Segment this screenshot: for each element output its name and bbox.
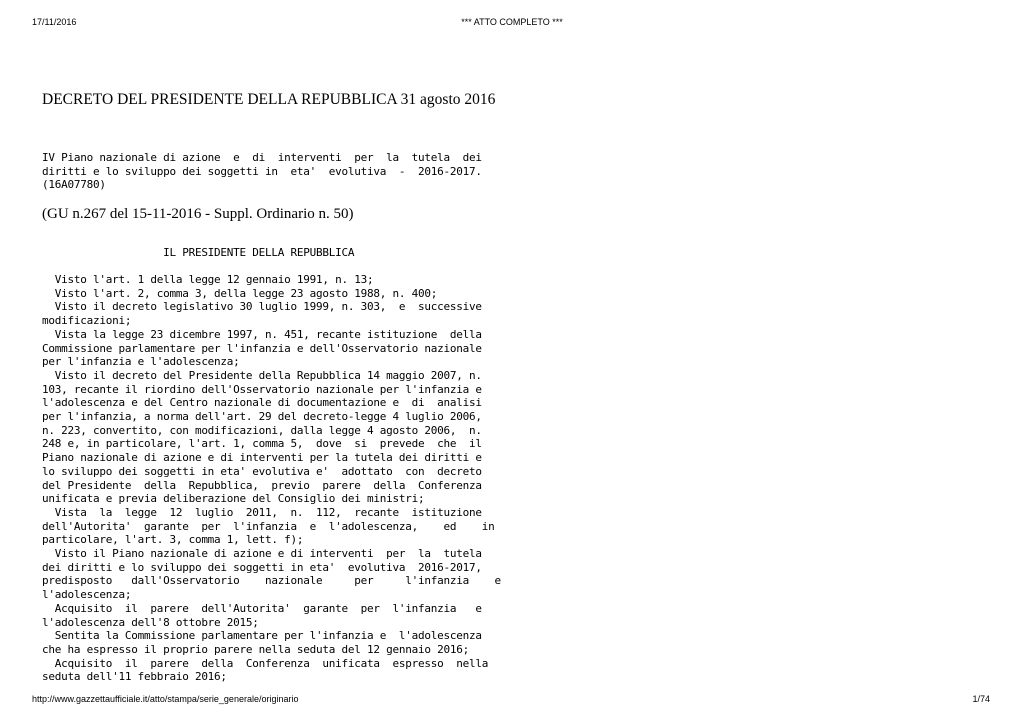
footer-page-number: 1/74 bbox=[972, 694, 990, 704]
gazzetta-reference: (GU n.267 del 15-11-2016 - Suppl. Ordinario n. 50) bbox=[42, 206, 354, 222]
text-line: Visto il decreto del Presidente della Repubblica 14 maggio 2007, n. bbox=[42, 368, 482, 382]
text-line: Piano nazionale di azione e di interventi per la tutela dei diritti e bbox=[42, 451, 482, 465]
text-line: l'adolescenza; bbox=[42, 588, 132, 602]
text-line: particolare, l'art. 3, comma 1, lett. f); bbox=[42, 533, 304, 547]
text-line: per l'infanzia e l'adolescenza; bbox=[42, 355, 240, 369]
text-line: Vista la legge 23 dicembre 1997, n. 451, recante istituzione della bbox=[42, 327, 482, 341]
text-line: seduta dell'11 febbraio 2016; bbox=[42, 670, 227, 684]
text-line: (16A07780) bbox=[42, 178, 106, 192]
text-line: modificazioni; bbox=[42, 314, 132, 328]
text-line: Visto il Piano nazionale di azione e di interventi per la tutela bbox=[42, 547, 482, 561]
text-line: Acquisito il parere della Conferenza unificata espresso nella bbox=[42, 656, 489, 670]
text-line: Visto l'art. 1 della legge 12 gennaio 1991, n. 13; bbox=[42, 273, 374, 286]
decree-title: DECRETO DEL PRESIDENTE DELLA REPUBBLICA 31 agosto 2016 bbox=[42, 91, 496, 108]
text-line: unificata e previa deliberazione del Consiglio dei ministri; bbox=[42, 492, 425, 506]
text-line: Sentita la Commissione parlamentare per l'infanzia e l'adolescenza bbox=[42, 629, 482, 643]
text-line: predisposto dall'Osservatorio nazionale per l'infanzia e bbox=[42, 574, 501, 588]
text-line: diritti e lo sviluppo dei soggetti in eta' evolutiva - 2016-2017. bbox=[42, 164, 482, 178]
text-line: 103, recante il riordino dell'Osservatorio nazionale per l'infanzia e bbox=[42, 382, 482, 396]
text-line: per l'infanzia, a norma dell'art. 29 del decreto-legge 4 luglio 2006, bbox=[42, 410, 482, 424]
decree-subject bbox=[42, 151, 482, 192]
decree-body bbox=[42, 273, 501, 684]
president-heading: IL PRESIDENTE DELLA REPUBBLICA bbox=[42, 246, 355, 259]
header-date: 17/11/2016 bbox=[32, 17, 77, 27]
text-line: Visto il decreto legislativo 30 luglio 1999, n. 303, e successive bbox=[42, 300, 482, 314]
text-line: Vista la legge 12 luglio 2011, n. 112, recante istituzione bbox=[42, 505, 482, 519]
text-line: dei diritti e lo sviluppo dei soggetti in eta' evolutiva 2016-2017, bbox=[42, 560, 482, 574]
text-line: Visto l'art. 2, comma 3, della legge 23 agosto 1988, n. 400; bbox=[42, 286, 438, 300]
text-line: Acquisito il parere dell'Autorita' garante per l'infanzia e bbox=[42, 601, 482, 615]
text-line: Commissione parlamentare per l'infanzia e dell'Osservatorio nazionale bbox=[42, 341, 482, 355]
text-line: del Presidente della Repubblica, previo parere della Conferenza bbox=[42, 478, 482, 492]
footer-url[interactable]: http://www.gazzettaufficiale.it/atto/stampa/serie_generale/originario bbox=[32, 694, 299, 704]
text-line: 248 e, in particolare, l'art. 1, comma 5, dove si prevede che il bbox=[42, 437, 482, 451]
header-title: *** ATTO COMPLETO *** bbox=[461, 17, 563, 27]
text-line: l'adolescenza e del Centro nazionale di documentazione e di analisi bbox=[42, 396, 482, 410]
text-line: lo sviluppo dei soggetti in eta' evolutiva e' adottato con decreto bbox=[42, 464, 482, 478]
text-line: IV Piano nazionale di azione e di interventi per la tutela dei bbox=[42, 151, 482, 164]
text-line: dell'Autorita' garante per l'infanzia e l'adolescenza, ed in bbox=[42, 519, 495, 533]
text-line: l'adolescenza dell'8 ottobre 2015; bbox=[42, 615, 259, 629]
text-line: che ha espresso il proprio parere nella seduta del 12 gennaio 2016; bbox=[42, 642, 469, 656]
text-line: n. 223, convertito, con modificazioni, dalla legge 4 agosto 2006, n. bbox=[42, 423, 482, 437]
